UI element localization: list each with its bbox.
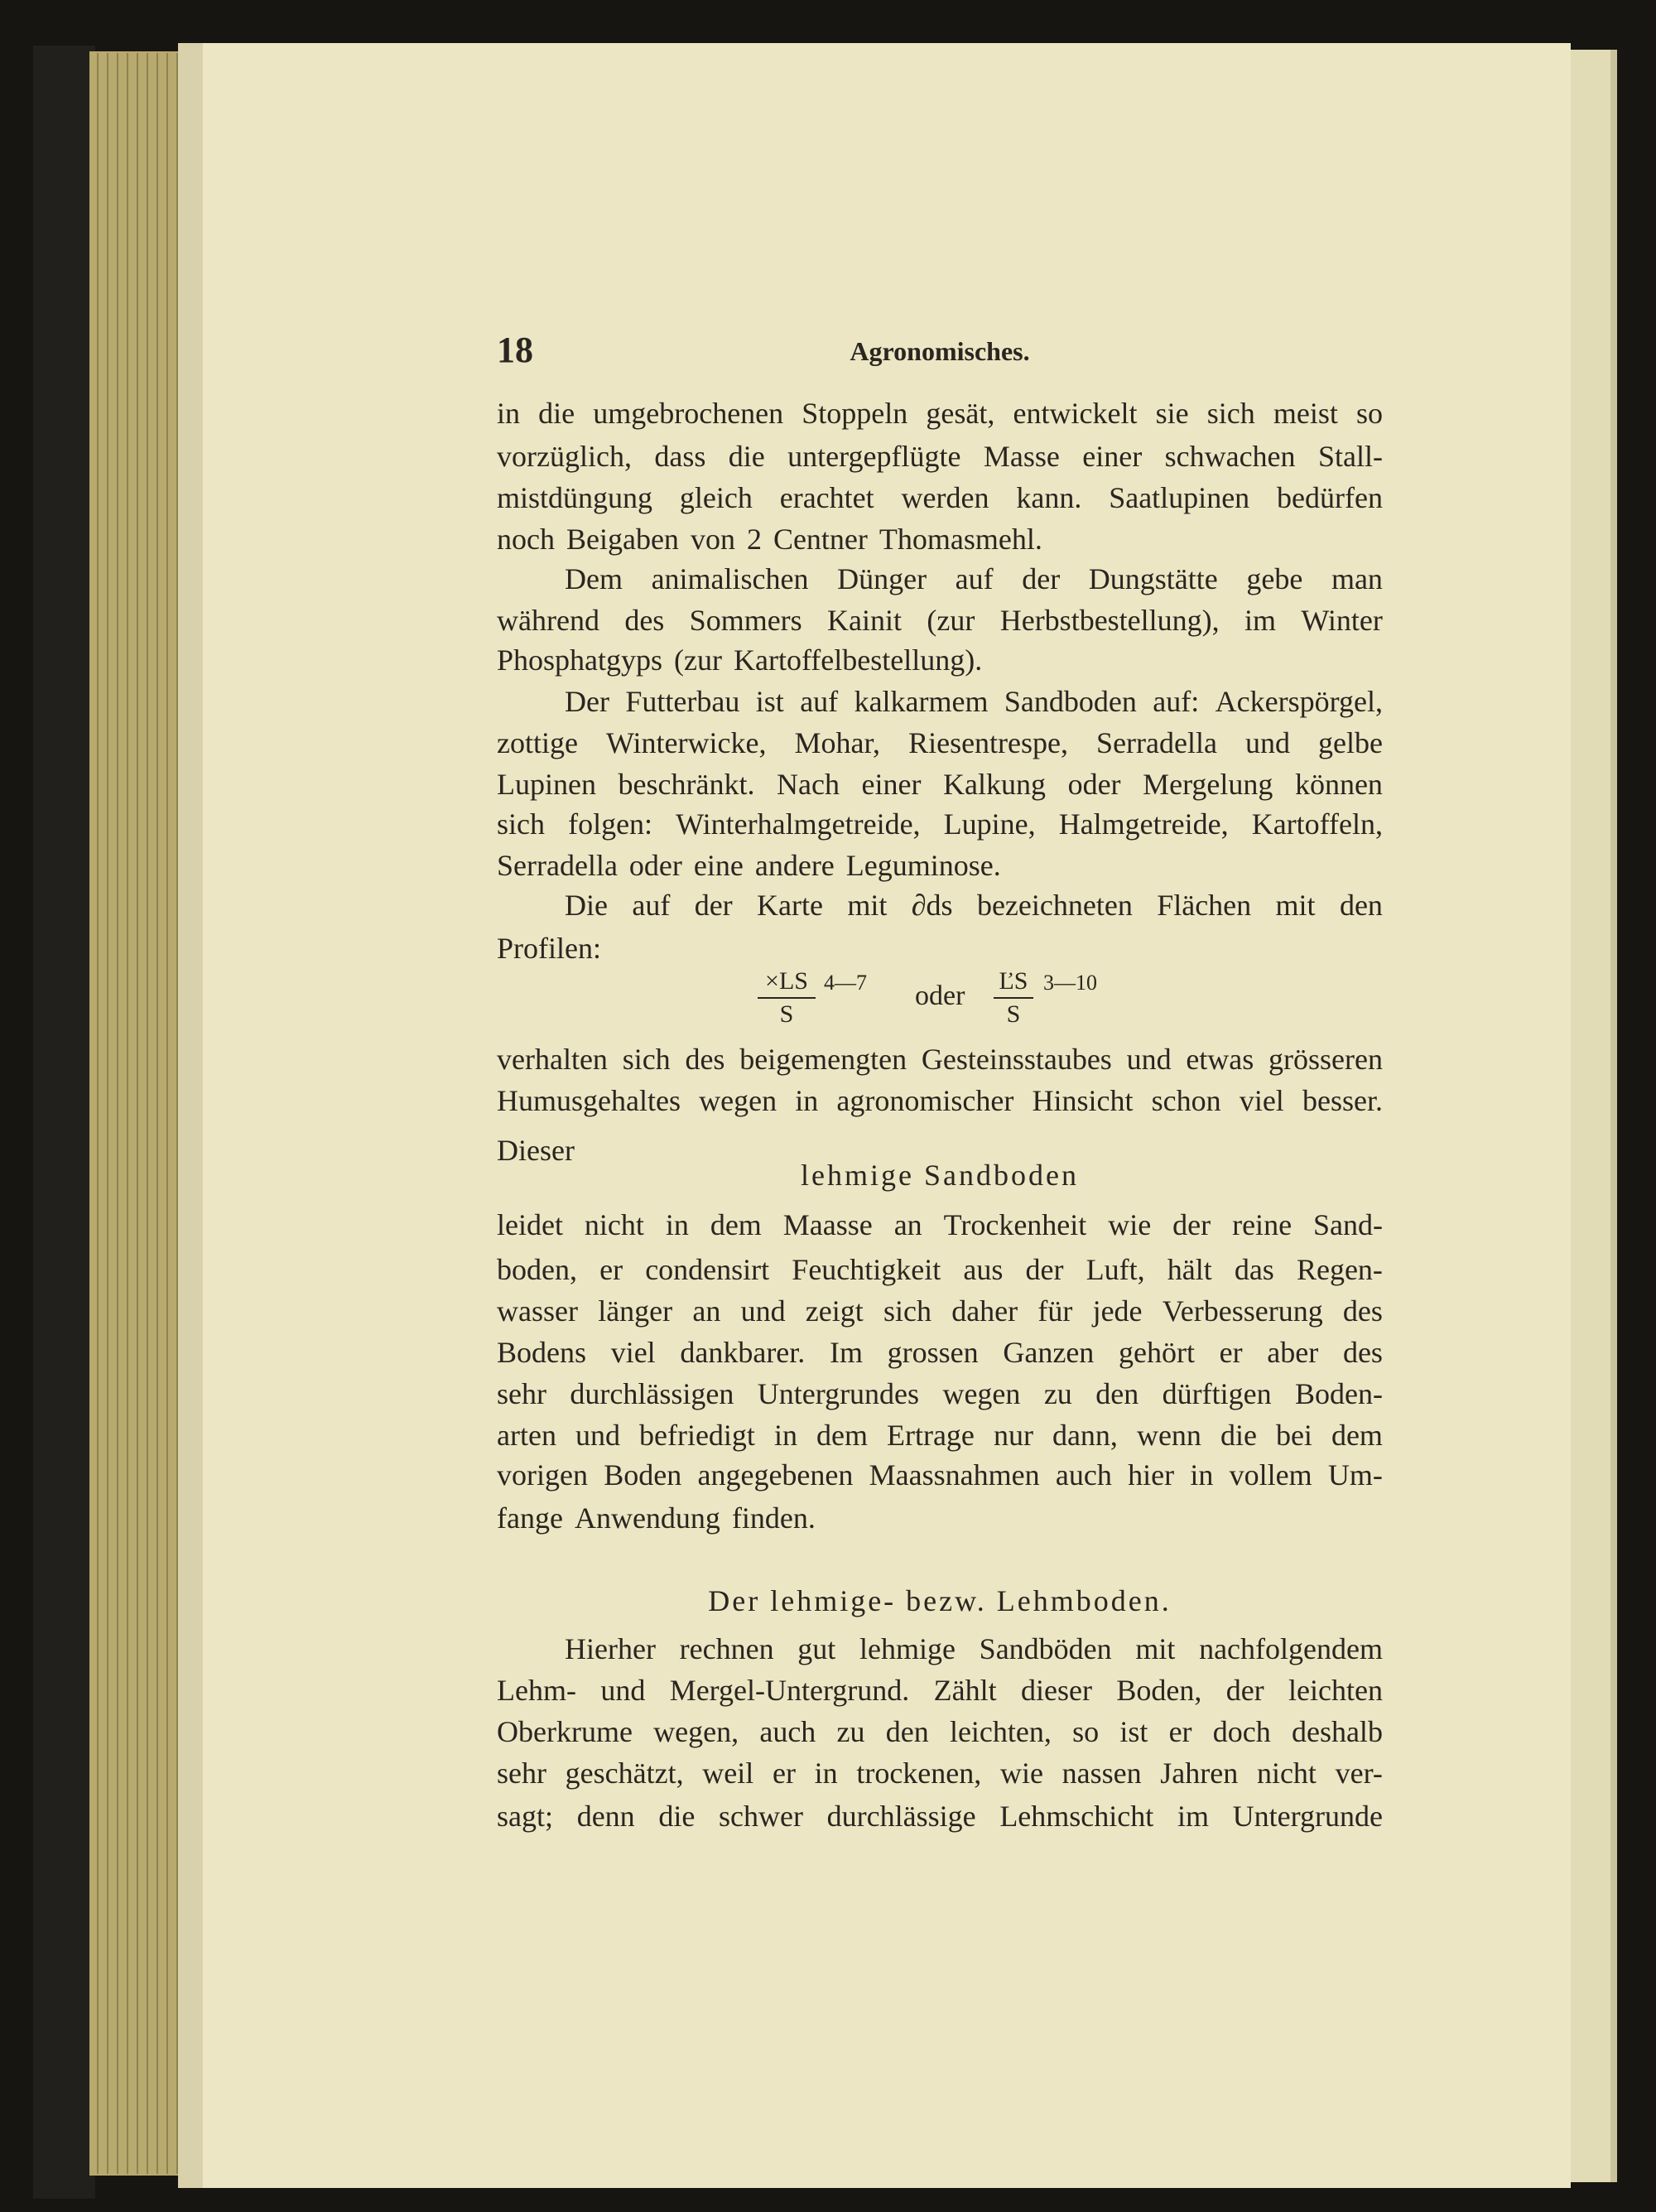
text-line: Hierher rechnen gut lehmige Sandböden mit nachfolgendem (565, 1632, 1383, 1665)
formula-right-denominator: S (1006, 1000, 1021, 1028)
formula-left-range: 4—7 (824, 971, 867, 995)
text-line: Lupinen beschränkt. Nach einer Kalkung oder Mergelung können (497, 768, 1383, 801)
text-line: Der Futterbau ist auf kalkarmem Sandboden auf: Ackerspörgel, (565, 685, 1383, 718)
text-line: verhalten sich des beigemengten Gesteinsstaubes und etwas grösseren (497, 1043, 1383, 1076)
text-line: Bodens viel dankbarer. Im grossen Ganzen gehört er aber des (497, 1336, 1383, 1369)
text-line: leidet nicht in dem Maasse an Trockenheit wie der reine Sand- (497, 1208, 1383, 1241)
formula-connector: oder (915, 981, 965, 1011)
text-line: Profilen: (497, 932, 601, 965)
text-line: Lehm- und Mergel-Untergrund. Zählt dieser Boden, der leichten (497, 1674, 1383, 1707)
section-heading: Der lehmige- bezw. Lehmboden. (708, 1584, 1172, 1617)
profile-formula (497, 967, 1383, 1034)
text-line: fange Anwendung finden. (497, 1501, 816, 1535)
text-line: wasser länger an und zeigt sich daher für jede Verbesserung des (497, 1294, 1383, 1328)
page-number: 18 (497, 330, 533, 370)
text-line: vorzüglich, dass die untergepflügte Masse einer schwachen Stall- (497, 440, 1383, 473)
text-line: noch Beigaben von 2 Centner Thomasmehl. (497, 523, 1042, 556)
formula-left-fraction (758, 967, 816, 1029)
text-line: sehr durchlässigen Untergrundes wegen zu den dürftigen Boden- (497, 1377, 1383, 1410)
text-line: Dem animalischen Dünger auf der Dungstätte gebe man (565, 562, 1383, 595)
formula-right-range: 3—10 (1043, 971, 1097, 995)
text-line: sehr geschätzt, weil er in trockenen, wie nassen Jahren nicht ver- (497, 1757, 1383, 1790)
text-line: Humusgehaltes wegen in agronomischer Hinsicht schon viel besser. (497, 1084, 1383, 1117)
text-line: Oberkrume wegen, auch zu den leichten, so ist er doch deshalb (497, 1715, 1383, 1748)
text-line: sagt; denn die schwer durchlässige Lehmschicht im Untergrunde (497, 1800, 1383, 1833)
formula-left-numerator: ×LS (758, 967, 816, 999)
text-line: arten und befriedigt in dem Ertrage nur dann, wenn die bei dem (497, 1419, 1383, 1452)
formula-right-numerator: ĽS (994, 967, 1033, 999)
formula-left-denominator: S (779, 1000, 794, 1028)
text-line: Phosphatgyps (zur Kartoffelbestellung). (497, 643, 983, 677)
text-line: Dieser (497, 1134, 575, 1167)
text-line: sich folgen: Winterhalmgetreide, Lupine, Halmgetreide, Kartoffeln, (497, 807, 1383, 841)
section-heading: lehmige Sandboden (801, 1159, 1079, 1192)
text-line: zottige Winterwicke, Mohar, Riesentrespe, Serradella und gelbe (497, 726, 1383, 759)
text-line: während des Sommers Kainit (zur Herbstbestellung), im Winter (497, 604, 1383, 637)
page-text (497, 0, 1383, 2212)
text-line: mistdüngung gleich erachtet werden kann. Saatlupinen bedürfen (497, 481, 1383, 514)
text-line: Serradella oder eine andere Leguminose. (497, 849, 1001, 882)
running-title: Agronomisches. (850, 336, 1030, 366)
text-line: in die umgebrochenen Stoppeln gesät, entwickelt sie sich meist so (497, 397, 1383, 430)
formula-right-fraction (994, 967, 1033, 1029)
text-line: boden, er condensirt Feuchtigkeit aus der Luft, hält das Regen- (497, 1253, 1383, 1286)
text-line: Die auf der Karte mit ∂ds bezeichneten Flächen mit den (565, 889, 1383, 922)
text-line: vorigen Boden angegebenen Maassnahmen auch hier in vollem Um- (497, 1458, 1383, 1492)
